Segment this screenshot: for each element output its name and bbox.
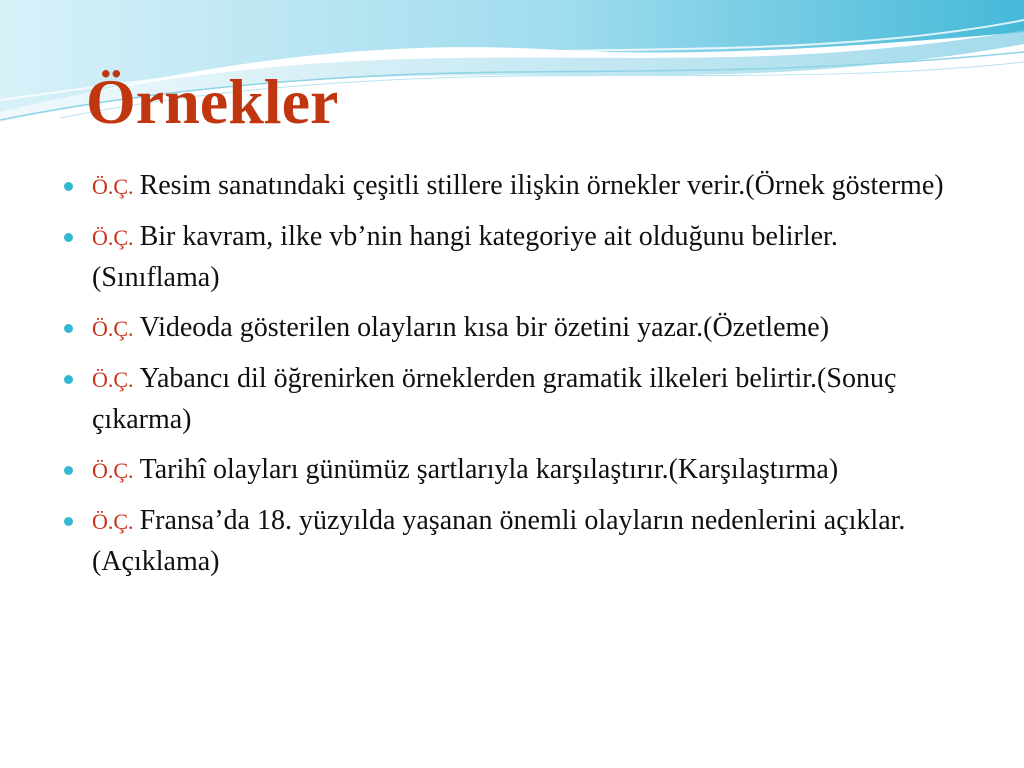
list-item — [64, 308, 964, 349]
list-item — [64, 359, 964, 440]
item-prefix: Ö.Ç. — [92, 225, 134, 250]
bullet-list — [64, 166, 964, 592]
bullet-icon — [64, 233, 73, 242]
list-item — [64, 217, 964, 298]
item-text: Tarihî olayları günümüz şartlarıyla karşılaştırır.(Karşılaştırma) — [139, 454, 839, 485]
list-item — [64, 166, 964, 207]
item-prefix: Ö.Ç. — [92, 458, 134, 483]
slide-title: Örnekler — [86, 66, 339, 137]
item-prefix: Ö.Ç. — [92, 316, 134, 341]
item-prefix: Ö.Ç. — [92, 509, 134, 534]
item-text: Bir kavram, ilke vb’nin hangi kategoriye ait olduğunu belirler.(Sınıflama) — [92, 221, 838, 293]
item-text: Resim sanatındaki çeşitli stillere ilişkin örnekler verir.(Örnek gösterme) — [139, 170, 944, 201]
bullet-icon — [64, 182, 73, 191]
list-item — [64, 450, 964, 491]
bullet-icon — [64, 375, 73, 384]
bullet-icon — [64, 517, 73, 526]
item-prefix: Ö.Ç. — [92, 174, 134, 199]
item-text: Videoda gösterilen olayların kısa bir özetini yazar.(Özetleme) — [139, 312, 830, 343]
item-text: Yabancı dil öğrenirken örneklerden gramatik ilkeleri belirtir.(Sonuç çıkarma) — [92, 363, 897, 435]
bullet-icon — [64, 324, 73, 333]
item-text: Fransa’da 18. yüzyılda yaşanan önemli olayların nedenlerini açıklar.(Açıklama) — [92, 505, 906, 577]
bullet-icon — [64, 466, 73, 475]
item-prefix: Ö.Ç. — [92, 367, 134, 392]
list-item — [64, 501, 964, 582]
